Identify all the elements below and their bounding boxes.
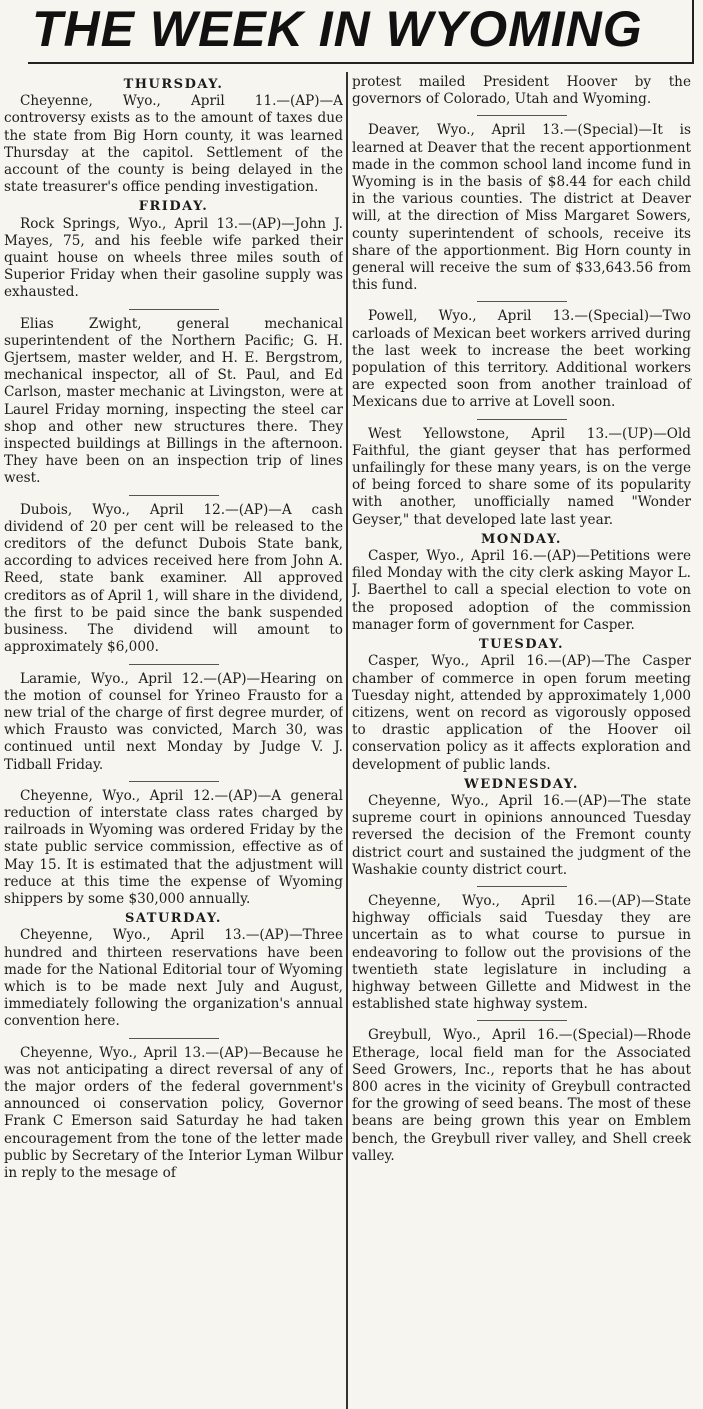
day-heading: THURSDAY. <box>123 77 224 92</box>
day-heading: TUESDAY. <box>478 637 565 653</box>
left-column <box>0 74 343 1409</box>
separator-rule <box>477 301 567 302</box>
separator-rule <box>477 886 567 887</box>
separator-rule <box>129 781 219 782</box>
page-headline: THE WEEK IN WYOMING <box>32 1 643 57</box>
news-item: Casper, Wyo., April 16.—(AP)—The Casper chamber of commerce in open forum meeting Tuesday night, attended by approximately 1,000 citizens, went on record as vigorously opposed to drastic application of the Hoover oil conservation policy as it affects exploration and development of public lands. <box>352 653 691 773</box>
news-item: Cheyenne, Wyo., April 13.—(AP)—Three hundred and thirteen reservations have been made for the National Editorial tour of Wyoming which is to be made next July and August, immediately following the organization's annual convention here. <box>4 927 343 1030</box>
day-heading: WEDNESDAY. <box>464 776 579 792</box>
news-item: Powell, Wyo., April 13.—(Special)—Two carloads of Mexican beet workers arrived during the last week to increase the beet working population of this territory. Additional workers are expected soon from another trainload of Mexicans due to arrive at Lovell soon. <box>352 308 691 411</box>
news-item: Rock Springs, Wyo., April 13.—(AP)—John J. Mayes, 75, and his feeble wife parked their quaint house on wheels three miles south of Superior Friday when their gasoline supply was exhausted. <box>4 215 343 301</box>
news-item: Cheyenne, Wyo., April 11.—(AP)—A controversy exists as to the amount of taxes due the state from Big Horn county, it was learned Thursday at the capitol. Settlement of the account of the county is being delayed in the state treasurer's office pending investigation. <box>4 93 343 196</box>
day-heading: MONDAY. <box>481 531 562 547</box>
news-item: Cheyenne, Wyo., April 13.—(AP)—Because he was not anticipating a direct reversal of any of the major orders of the federal government's announced oi conservation policy, Governor Frank C Emerson said Saturday he had taken encouragement from the tone of the letter made public by Secretary of the Interior Lyman Wilbur in reply to the mesage of <box>4 1044 343 1181</box>
day-heading: SATURDAY. <box>125 911 222 927</box>
news-item: Cheyenne, Wyo., April 16.—(AP)—The state supreme court in opinions announced Tuesday reversed the decision of the Fremont county district court and sustained the judgment of the Washakie county district court. <box>352 792 691 878</box>
news-item: Laramie, Wyo., April 12.—(AP)—Hearing on the motion of counsel for Yrineo Frausto for a new trial of the charge of first degree murder, of which Frausto was convicted, March 30, was continued until next Monday by Judge V. J. Tidball Friday. <box>4 670 343 773</box>
separator-rule <box>477 115 567 116</box>
right-column <box>352 74 695 1409</box>
news-item: Casper, Wyo., April 16.—(AP)—Petitions were filed Monday with the city clerk asking Mayor L. J. Baerthel to call a special election to vote on the proposed adoption of the commission manager form of government for Casper. <box>352 548 691 633</box>
column-rule <box>346 72 348 1409</box>
news-item: Deaver, Wyo., April 13.—(Special)—It is learned at Deaver that the recent apportionment made in the common school land income fund in Wyoming is in the basis of $8.44 for each child in the various counties. The district at Deaver will, at the direction of Miss Margaret Sowers, county superintendent of schools, receive its share of the apportionment. Big Horn county in general will receive the sum of $33,643.56 from this fund. <box>352 122 691 294</box>
news-item: Cheyenne, Wyo., April 12.—(AP)—A general reduction of interstate class rates charged by railroads in Wyoming was ordered Friday by the state public service commission, effective as of May 15. It is estimated that the adjustment will reduce at this time the expense of Wyoming shippers by some $30,000 annually. <box>4 787 343 907</box>
separator-rule <box>477 419 567 420</box>
news-item: West Yellowstone, April 13.—(UP)—Old Faithful, the giant geyser that has performed unfailingly for these many years, is on the verge of being forced to share some of its popularity with another, unofficially named "Wonder Geyser," that developed late last year. <box>352 425 691 528</box>
news-item: Elias Zwight, general mechanical superintendent of the Northern Pacific; G. H. Gjertsem, master welder, and H. E. Bergstrom, mechanical inspector, all of St. Paul, and Ed Carlson, master mechanic at Livingston, were at Laurel Friday morning, inspecting the steel car shop and other new structures there. They inspected buildings at Billings in the afternoon. They have been on an inspection trip of lines west. <box>4 315 343 487</box>
separator-rule <box>129 1038 219 1039</box>
headline-box <box>28 0 694 64</box>
news-item: Dubois, Wyo., April 12.—(AP)—A cash dividend of 20 per cent will be released to the creditors of the defunct Dubois State bank, according to advices received here from John A. Reed, state bank examiner. All approved creditors as of April 1, will share in the dividend, the first to be paid since the bank suspended business. The dividend will amount to approximately $6,000. <box>4 501 343 656</box>
separator-rule <box>477 1020 567 1021</box>
news-item: Cheyenne, Wyo., April 16.—(AP)—State highway officials said Tuesday they are uncertain as to what course to pursue in endeavoring to follow out the provisions of the twentieth state legislature in including a highway between Gillette and Midwest in the established state highway system. <box>352 892 691 1013</box>
news-item: protest mailed President Hoover by the governors of Colorado, Utah and Wyoming. <box>352 74 691 108</box>
news-item: Greybull, Wyo., April 16.—(Special)—Rhode Etherage, local field man for the Associated Seed Growers, Inc., reports that he has about 800 acres in the vicinity of Greybull contracted for the growing of seed beans. The most of these beans are being grown this year on Emblem bench, the Greybull river valley, and Shell creek valley. <box>352 1027 691 1164</box>
separator-rule <box>129 309 219 310</box>
day-heading: FRIDAY. <box>138 199 209 215</box>
separator-rule <box>129 495 219 496</box>
separator-rule <box>129 664 219 665</box>
